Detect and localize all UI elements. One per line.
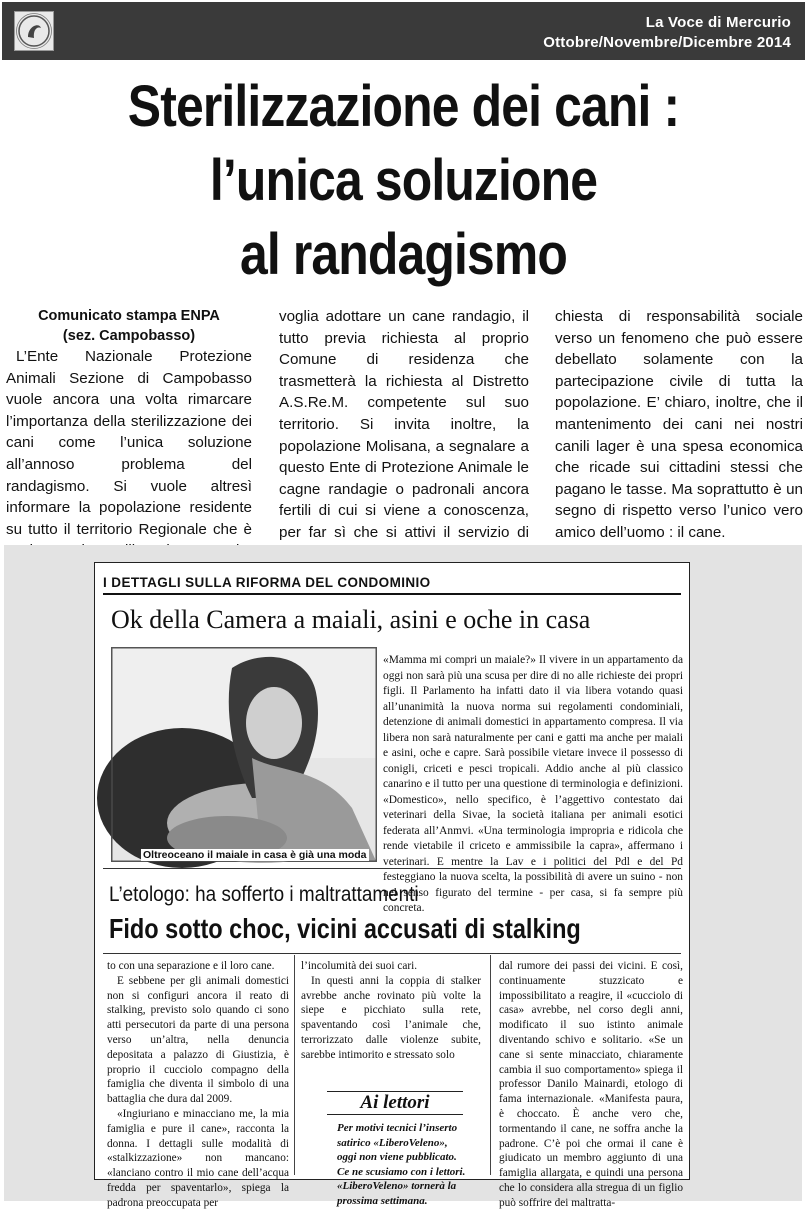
headline-line-1: Sterilizzazione dei cani : xyxy=(127,74,680,139)
seal-logo-icon xyxy=(14,11,54,51)
story-text: to con una separazione e il loro cane. xyxy=(107,960,275,972)
byline: Comunicato stampa ENPA xyxy=(38,308,220,324)
article-text-2: voglia adottare un cane randagio, il tutto previa richiesta al proprio Comune di residenza che trasmetterà la richiesta al Distretto A.S.Re.M. competente sul suo territorio. Si invita inoltre, la popolazione Molisana, a segnalare a questo Ente di Protezione Animale le cagne randagie o padronali ancora fertili di cui si viene a conoscenza, per far sì che si attivi il servizio di xyxy=(279,308,529,541)
story-column-1 xyxy=(107,959,289,1211)
divider xyxy=(103,868,681,869)
publication-info xyxy=(543,13,791,53)
column-separator xyxy=(294,955,295,1175)
photo-woman-with-pig xyxy=(111,647,377,862)
headline xyxy=(56,70,750,292)
story-column-2 xyxy=(301,959,481,1063)
story-text: «Ingiuriano e minacciano me, la mia famiglia e pure il cane», racconta la donna. I dettagli sulle modalità di «stalkizzazione» non mancano: «lanciano contro il mio cane dell’acqua fredda per spaventarlo», spiega la padrona preoccupata per xyxy=(107,1107,289,1209)
story-text: In questi anni la coppia di stalker avrebbe anche rovinato più volte la siepe e picchiato sulla rete, spaventando così l’animale che, terrorizzato dalle violenze subite, sarebbe intimorito e stressato solo xyxy=(301,974,481,1061)
clipping-title: Ok della Camera a maiali, asini e oche in casa xyxy=(111,605,591,634)
second-title: Fido sotto choc, vicini accusati di stalking xyxy=(109,913,581,944)
article-text-1: L’Ente Nazionale Protezione Animali Sezione di Campobasso vuole ancora una volta rimarcare l’importanza della sterilizzazione dei cani come l’unica soluzione all’annoso problema del randagismo. Si vuole altresì informare la popolazione residente su tutto il territorio Regionale che è xyxy=(6,348,252,538)
issue-date: Ottobre/Novembre/Dicembre 2014 xyxy=(543,34,791,51)
article-text-3: chiesta di responsabilità sociale verso un fenomeno che può essere debellato solamente con la partecipazione civile di tutta la popolazione. E’ chiaro, inoltre, che il mantenimento dei cani nei nostri canili lager è una spesa economica che ricade sui cittadini stessi che pagano le tasse. Ma soprattutto è un segno di rispetto verso l’unico vero amico dell’uomo : il cane. xyxy=(555,308,803,541)
story-text: E sebbene per gli animali domestici non si configuri ancora il reato di stalking, previsto solo quando ci sono atti persecutori da parte di una persona verso un’altra, nella denuncia depositata a palazzo di Giustizia, è proprio il cucciolo compagno della famiglia che diventa il simbolo di una battaglia che dura dal 2009. xyxy=(107,974,289,1106)
notice-text: Per motivi tecnici l’inserto satirico «LiberoVeleno», oggi non viene pubblicato. Ce ne scusiamo con i lettori. «LiberoVeleno» tornerà la prossima settimana. xyxy=(337,1122,466,1207)
divider xyxy=(103,953,681,954)
clipping-kicker: I DETTAGLI SULLA RIFORMA DEL CONDOMINIO xyxy=(103,575,681,595)
story-text: l’incolumità dei suoi cari. xyxy=(301,960,418,972)
headline-line-3: al randagismo xyxy=(239,222,567,287)
article-column-1 xyxy=(6,306,252,584)
story-column-3 xyxy=(499,959,683,1211)
byline-section: (sez. Campobasso) xyxy=(62,328,196,344)
photo-caption: Oltreoceano il maiale in casa è già una moda xyxy=(143,849,367,861)
notice-title: Ai lettori xyxy=(327,1091,463,1115)
story-text: dal rumore dei passi dei vicini. E così, continuamente stuzzicato e impossibilitato a reagire, il «cucciolo di casa» avrebbe, nel corso degli anni, modificato il suo istinto animale diventando schivo e solitario. «Se un cane si sente minacciato, chiaramente cambia il suo comportamento» spiega il professor Danilo Mainardi, etologo di fama internazionale. «Manifesta paura, è choccato. È anche vero che, tormentando il cane, ne soffra anche la padrone. C’è poi che ormai il cane è giudicato un membro aggiunto di una famiglia allargata, e quindi una persona che lo considera alla stregua di un figlio può soffrire dei maltratta- xyxy=(499,960,683,1209)
newspaper-clipping xyxy=(94,562,690,1209)
clipping-body-text: «Mamma mi compri un maiale?» Il vivere in un appartamento da oggi non sarà più una scusa per dire di no alle richieste dei propri figli. Il Parlamento ha infatti dato il via libera votando quasi all’unanimità la nuova norma sui regolamenti condominiali, detenzione di animali domestici in appartamento compresa. Il via libera non sarà naturalmente per cani e gatti ma anche per maiali e asini, oche e capre. Sarà possibile vietare invece il possesso di conigli, criceti e pesci tropicali. Addio anche al più classico canarino e il tutto per una questione di terminologia e definizioni. «Domestico», nello specifico, è l’aggettivo contestato dai veterinari della Sivae, la società italiana per animali esotici federata all’Anmvi. «Una terminologia impropria e ridicola che rende vietabile il criceto e ammissibile la capra», affermano i veterinari. E mentre la Lav e i politici del Pdl e del Pd festeggiano la nuova scelta, la possibilità di avere un suino - non nel senso figurato del termine - per casa, si fa sempre più concreta. xyxy=(383,654,683,914)
headline-line-2: l’unica soluzione xyxy=(209,148,598,213)
second-kicker: L’etologo: ha sofferto i maltrattamenti xyxy=(109,883,419,906)
article-column-3 xyxy=(555,306,803,544)
column-separator xyxy=(490,955,491,1175)
masthead-bar xyxy=(2,2,805,60)
article-column-2 xyxy=(279,306,529,565)
publication-name: La Voce di Mercurio xyxy=(645,14,791,31)
